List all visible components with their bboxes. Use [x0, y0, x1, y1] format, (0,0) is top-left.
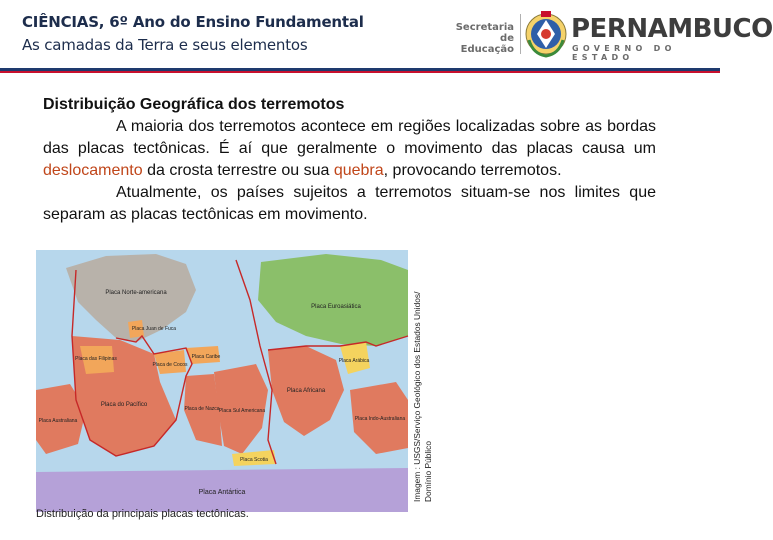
label-nazca-plate: Placa de Nazca: [184, 406, 220, 412]
section-heading: Distribuição Geográfica dos terremotos: [43, 96, 345, 113]
credit-line-1: Imagem : USGS/Serviço Geológico dos Estados Unidos/: [412, 291, 422, 502]
secretaria-line2: Educação: [460, 44, 514, 55]
paragraph-1-text-b: da crosta terrestre ou sua: [142, 162, 334, 179]
label-juan-de-fuca-plate: Placa Juan de Fuca: [131, 326, 177, 332]
map-caption: Distribuição da principais placas tectônicas.: [36, 508, 249, 520]
credit-line-2: Domínio Público: [423, 441, 433, 502]
state-name: PERNAMBUCO: [571, 14, 773, 44]
paragraph-1-text-a: A maioria dos terremotos acontece em regiões localizadas sobre as bordas das placas tectônicas. É aí que geralmente o movimento das placas causa um: [43, 118, 656, 157]
highlight-deslocamento: deslocamento: [43, 162, 143, 179]
label-african-plate: Placa Africana: [286, 388, 326, 394]
tectonic-plates-map: [36, 250, 408, 512]
slide-body: [43, 94, 656, 226]
label-scotia-plate: Placa Scotia: [240, 457, 268, 463]
label-cocos-plate: Placa de Cocos: [152, 362, 188, 368]
secretaria-label: [450, 22, 514, 55]
label-arabian-plate: Placa Arábica: [338, 358, 370, 364]
image-credit: [411, 252, 435, 504]
government-label: GOVERNO DO ESTADO: [572, 44, 676, 62]
label-south-american-plate: Placa Sul Americana: [218, 408, 266, 414]
label-caribbean-plate: Placa Caribe: [191, 354, 221, 360]
paragraph-1: [43, 116, 656, 182]
header-divider-red: [0, 71, 720, 73]
highlight-quebra: quebra: [333, 162, 384, 179]
label-indo-australian-plate: Placa Indo-Australiana: [354, 416, 406, 422]
label-australian-plate: Placa Australiana: [38, 418, 78, 424]
paragraph-2: Atualmente, os países sujeitos a terremotos situam-se nos limites que separam as placas tectônicas em movimento.: [43, 184, 656, 223]
slide-header: [0, 0, 773, 68]
label-north-american-plate: Placa Norte-americana: [105, 290, 167, 296]
slide-subtitle: As camadas da Terra e seus elementos: [22, 36, 308, 54]
label-philippine-plate: Placa das Filipinas: [75, 356, 117, 362]
state-crest-icon: [525, 10, 567, 58]
label-pacific-plate: Placa do Pacífico: [100, 402, 148, 408]
label-antarctic-plate: Placa Antártica: [198, 489, 246, 496]
label-eurasian-plate: Placa Euroasiática: [311, 304, 361, 310]
slide-title: CIÊNCIAS, 6º Ano do Ensino Fundamental: [22, 13, 364, 31]
secretaria-line1: Secretaria de: [455, 22, 514, 44]
logo-divider: [520, 14, 521, 54]
paragraph-1-text-c: , provocando terremotos.: [383, 162, 562, 179]
